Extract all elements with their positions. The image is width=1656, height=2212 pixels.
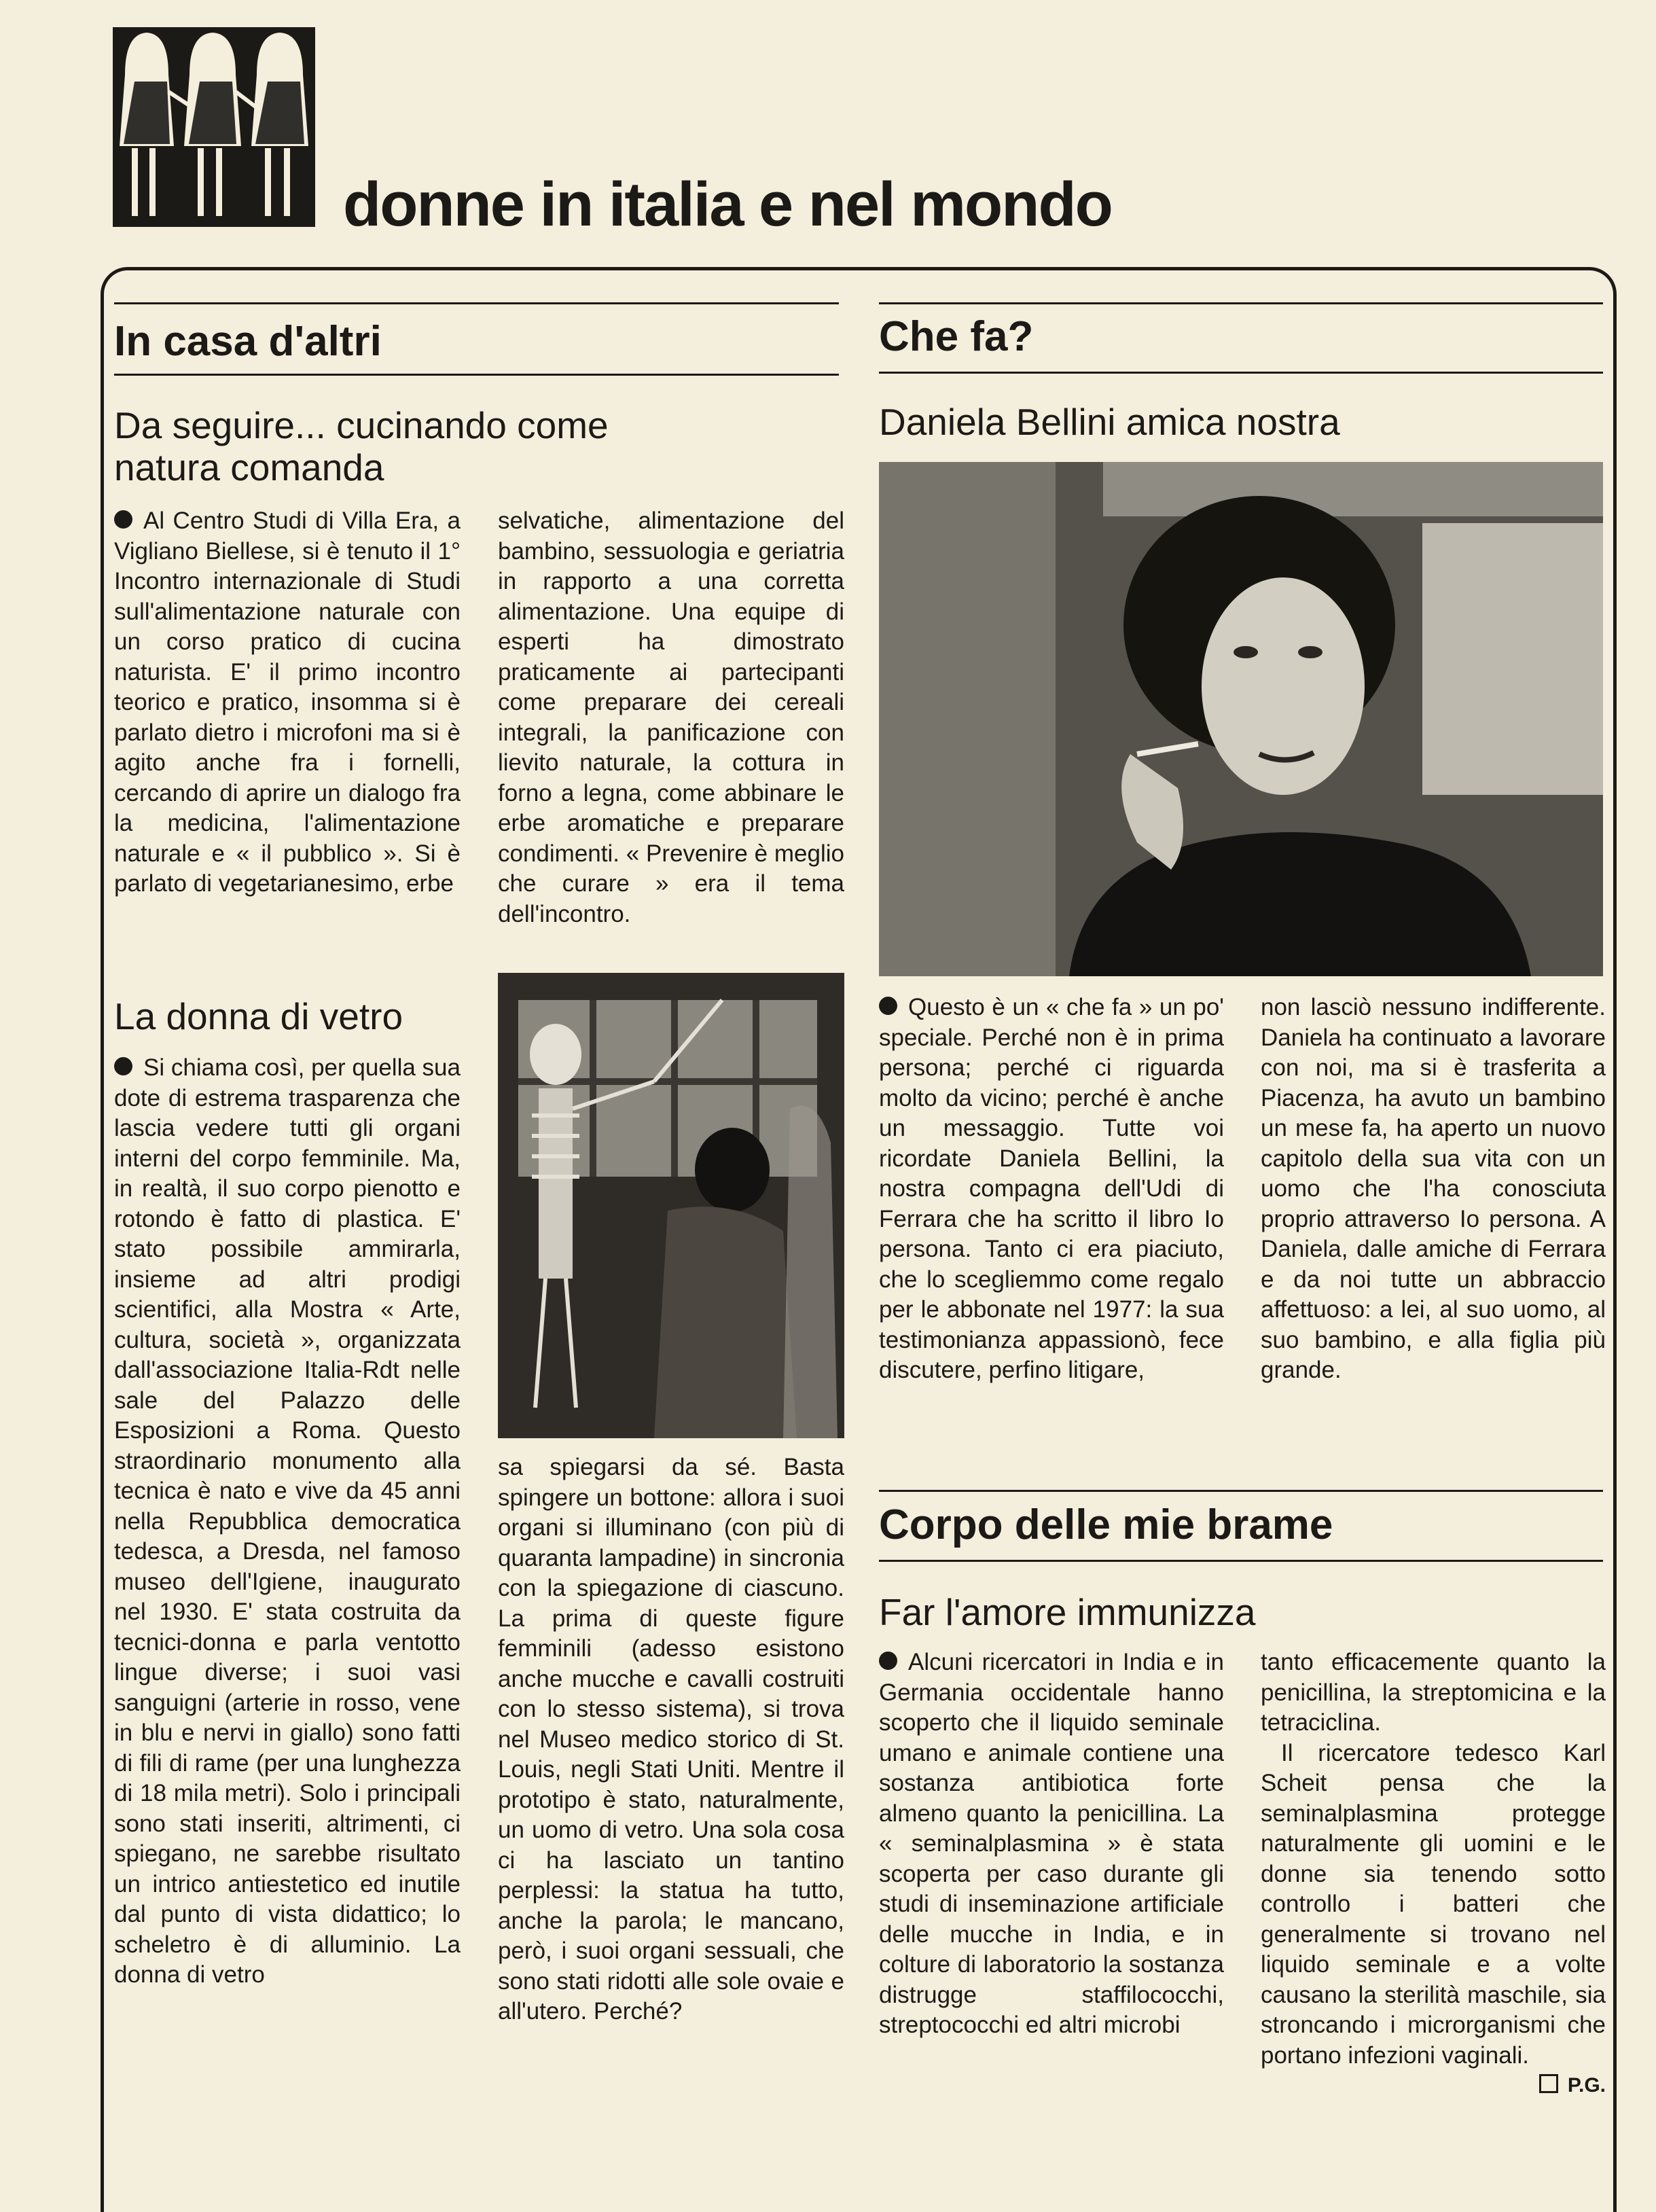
left-heading-rule-bottom: [114, 374, 839, 376]
signature-text: P.G.: [1567, 2074, 1606, 2097]
article-text: selvatiche, alimentazione del bambino, sessuologia e geriatria in rapporto a una corretta alimentazione. Una equipe di esperti ha dimostrato praticamente ai partecipanti come preparare dei cereali integrali, la panificazione con lievito naturale, la cottura in forno a legna, come abbinare le erbe aromatiche e preparare condimenti. « Prevenire è meglio che curare » era il tema dell'incontro.: [498, 507, 844, 927]
right-section-heading-2: Corpo delle mie brame: [879, 1501, 1333, 1548]
article-text: Alcuni ricercatori in India e in Germania occidentale hanno scoperto che il liquido seminale umano e animale contiene una sostanza antibiotica forte almeno quanto la penicillina. La « seminalplasmina » è stata scoperta per caso durante gli studi di inseminazione artificiale delle mucche in India, e in colture di laboratorio la sostanza distrugge staffilococchi, streptococchi ed altri microbi: [879, 1649, 1224, 2038]
women-logo: [113, 27, 315, 227]
three-women-figures-icon: [113, 27, 315, 227]
author-signature: [1261, 2071, 1606, 2101]
bullet-icon: [114, 510, 132, 529]
article-vetro-col1: [114, 1053, 461, 1991]
right-heading-rule-top: [879, 302, 1603, 304]
article-title-amore: Far l'amore immunizza: [879, 1591, 1256, 1633]
bullet-icon: [114, 1057, 132, 1075]
left-heading-rule-top: [114, 302, 839, 304]
bullet-icon: [879, 1652, 897, 1670]
article-title-daniela: Daniela Bellini amica nostra: [879, 401, 1340, 443]
bullet-icon: [879, 997, 897, 1015]
article-text: tanto efficacemente quanto la penicillina, la streptomicina e la tetraciclina.: [1261, 1649, 1606, 1736]
right-heading2-rule-bottom: [879, 1560, 1603, 1562]
right-heading-rule-bottom: [879, 372, 1603, 374]
article-text: Al Centro Studi di Villa Era, a Vigliano Biellese, si è tenuto il 1° Incontro internazionale di Studi sull'alimentazione naturale con un corso pratico di cucina naturista. E' il primo incontro teorico e pratico, insomma si è parlato dietro i microfoni ma si è agito anche fra i fornelli, cercando di aprire un dialogo fra la medicina, l'alimentazione naturale e « il pubblico ». Si è parlato di vegetarianesimo, erbe: [114, 507, 461, 897]
article-text: sa spiegarsi da sé. Basta spingere un bottone: allora i suoi organi si illuminano (con più di quaranta lampadine) in sincronia con la spiegazione di ciascuno. La prima di queste figure femminili (adesso esistono anche mucche e cavalli costruiti con lo stesso sistema), si trova nel Museo medico storico di St. Louis, negli Stati Uniti. Mentre il prototipo è stato, naturalmente, un uomo di vetro. Una sola cosa ci ha lasciato un tantino perplessi: la statua ha tutto, anche la parola; le mancano, però, i suoi organi sessuali, che sono stati ridotti alle sole ovaie e all'utero. Perché?: [498, 1454, 844, 2024]
photo-daniela-bellini: [879, 462, 1603, 976]
right-section-heading: Che fa?: [879, 313, 1034, 360]
end-mark-icon: [1539, 2074, 1558, 2093]
article-daniela-col2: [1261, 993, 1606, 1386]
article-cucinando-col2: [498, 506, 844, 929]
article-title-cucinando: Da seguire... cucinando come natura comanda: [114, 404, 609, 488]
article-text: Il ricercatore tedesco Karl Scheit pensa che la seminalplasmina protegge naturalmente gli uomini e le donne sia tenendo sotto controllo i batteri che generalmente si trovano nel liquido seminale e a volte causano la sterilità maschile, sia stroncando i microrganismi che portano infezioni vaginali.: [1261, 1739, 1606, 2069]
article-daniela-col1: [879, 993, 1224, 1386]
article-title-donna-di-vetro: La donna di vetro: [114, 995, 403, 1037]
article-cucinando-col1: [114, 506, 461, 899]
article-amore-col1: [879, 1647, 1224, 2041]
right-heading2-rule-top: [879, 1490, 1603, 1492]
section-masthead-title: donne in italia e nel mondo: [343, 170, 1112, 239]
photo-glass-woman-skeleton: [498, 973, 844, 1438]
left-section-heading: In casa d'altri: [114, 318, 382, 365]
article-amore-col2: [1261, 1647, 1606, 2101]
article-vetro-col2: [498, 1452, 844, 2027]
article-text: non lasciò nessuno indifferente. Daniela ha continuato a lavorare con noi, ma si è trasferita a Piacenza, ha avuto un bambino un mese fa, ha aperto un nuovo capitolo della sua vita con un uomo che l'ha conosciuta proprio attraverso Io persona. A Daniela, dalle amiche di Ferrara e da noi tutte un abbraccio affettuoso: a lei, al suo uomo, al suo bambino, e alla figlia più grande.: [1261, 994, 1606, 1383]
article-text: Questo è un « che fa » un po' speciale. Perché non è in prima persona; perché ci riguarda molto da vicino; perché è anche un messaggio. Tutte voi ricordate Daniela Bellini, la nostra compagna dell'Udi di Ferrara che ha scritto il libro Io persona. Tanto ci era piaciuto, che lo scegliemmo come regalo per le abbonate nel 1977: la sua testimonianza appassionò, fece discutere, perfino litigare,: [879, 994, 1224, 1383]
article-text: Si chiama così, per quella sua dote di estrema trasparenza che lascia vedere tutti gli organi interni del corpo femminile. Ma, in realtà, il suo corpo pienotto e rotondo è fatto di plastica. E' stato possibile ammirarla, insieme ad altri prodigi scientifici, alla Mostra « Arte, cultura, società », organizzata dall'associazione Italia-Rdt nelle sale del Palazzo delle Esposizioni a Roma. Questo straordinario monumento alla tecnica è nato e vive da 45 anni nella Repubblica democratica tedesca, a Dresda, nel famoso museo dell'Igiene, inaugurato nel 1930. E' stata costruita da tecnici-donna e parla ventotto lingue diverse; i suoi vasi sanguigni (arterie in rosso, vene in blu e nervi in giallo) sono fatti di fili di rame (per una lunghezza di 18 mila metri). Solo i principali sono stati inseriti, altrimenti, ci spiegano, ne sarebbe risultato un intrico antiestetico ed inutile dal punto di vista didattico; lo scheletro è di alluminio. La donna di vetro: [114, 1054, 461, 1988]
